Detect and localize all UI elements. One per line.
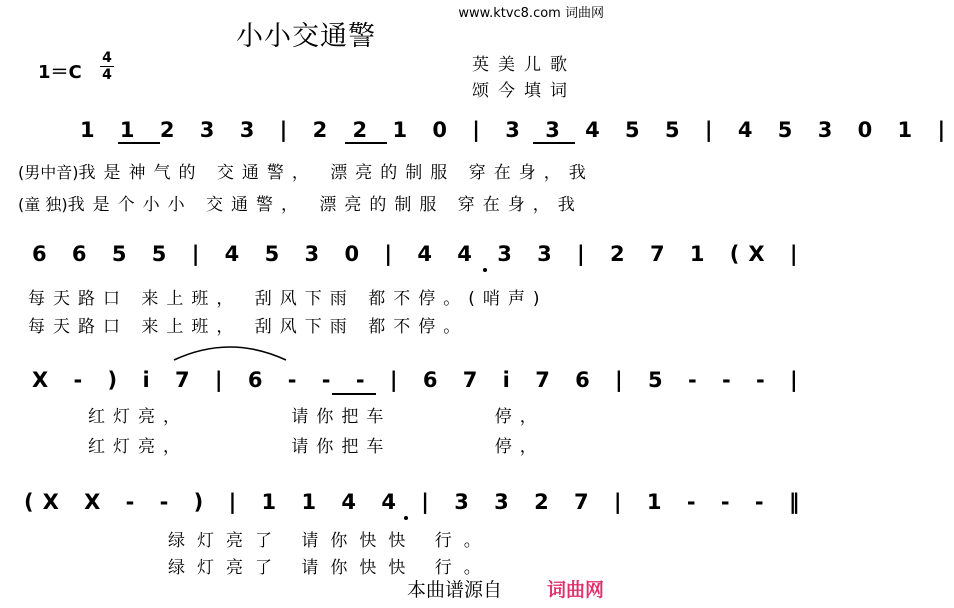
lyric-line-4a: 绿灯亮了 请你快快 行。 <box>168 531 493 551</box>
low-octave-dot <box>483 268 487 272</box>
time-signature-bottom: 4 <box>102 67 112 83</box>
source-note: 本曲谱源自 <box>406 579 502 601</box>
notation-line-4: (X X - - ) | 1 1 4 4 | 3 3 2 7 | 1 - - - ‖ <box>24 490 809 514</box>
watermark-site: 词曲网 <box>564 6 604 21</box>
lyric-line-1b: (童 独)我是个小小 交通警， 漂亮的制服 穿在身，我 <box>18 195 583 215</box>
notation-line-3: X - ) i 7 | 6 - - - | 6 7 i 7 6 | 5 - - - | <box>32 368 807 392</box>
lyric-line-3a: 红灯亮， 请你把车 停， <box>88 407 545 427</box>
time-signature-top: 4 <box>102 50 112 66</box>
beat-underline <box>332 393 376 395</box>
lyric-line-4b: 绿灯亮了 请你快快 行。 <box>168 558 493 578</box>
lyric-line-2b: 每天路口 来上班， 刮风下雨 都不停。 <box>28 317 469 337</box>
time-signature <box>100 50 114 83</box>
slur-tie <box>170 340 290 364</box>
notation-line-2: 6 6 5 5 | 4 5 3 0 | 4 4 3 3 | 2 7 1 (X | <box>32 242 807 266</box>
credit-lyrics: 颂今填词 <box>472 81 576 101</box>
notation-line-1: 1 1 2 3 3 | 2 2 1 0 | 3 3 4 5 5 | 4 5 3 0 1 | <box>80 118 954 142</box>
key-signature: 1＝C <box>38 62 82 83</box>
beat-underline <box>345 142 387 144</box>
lyric-line-3b: 红灯亮， 请你把车 停， <box>88 437 545 457</box>
site-logo: 词曲网 <box>546 579 604 601</box>
low-octave-dot <box>404 516 408 520</box>
lyric-line-1a: (男中音)我是神气的 交通警， 漂亮的制服 穿在身，我 <box>18 163 594 183</box>
beat-underline <box>118 142 160 144</box>
watermark-url: www.ktvc8.com 词曲网 <box>458 6 604 21</box>
song-title: 小小交通警 <box>236 21 376 52</box>
lyric-line-2a: 每天路口 来上班， 刮风下雨 都不停。(哨声) <box>28 289 548 309</box>
credit-music: 英美儿歌 <box>472 55 576 75</box>
beat-underline <box>533 142 575 144</box>
